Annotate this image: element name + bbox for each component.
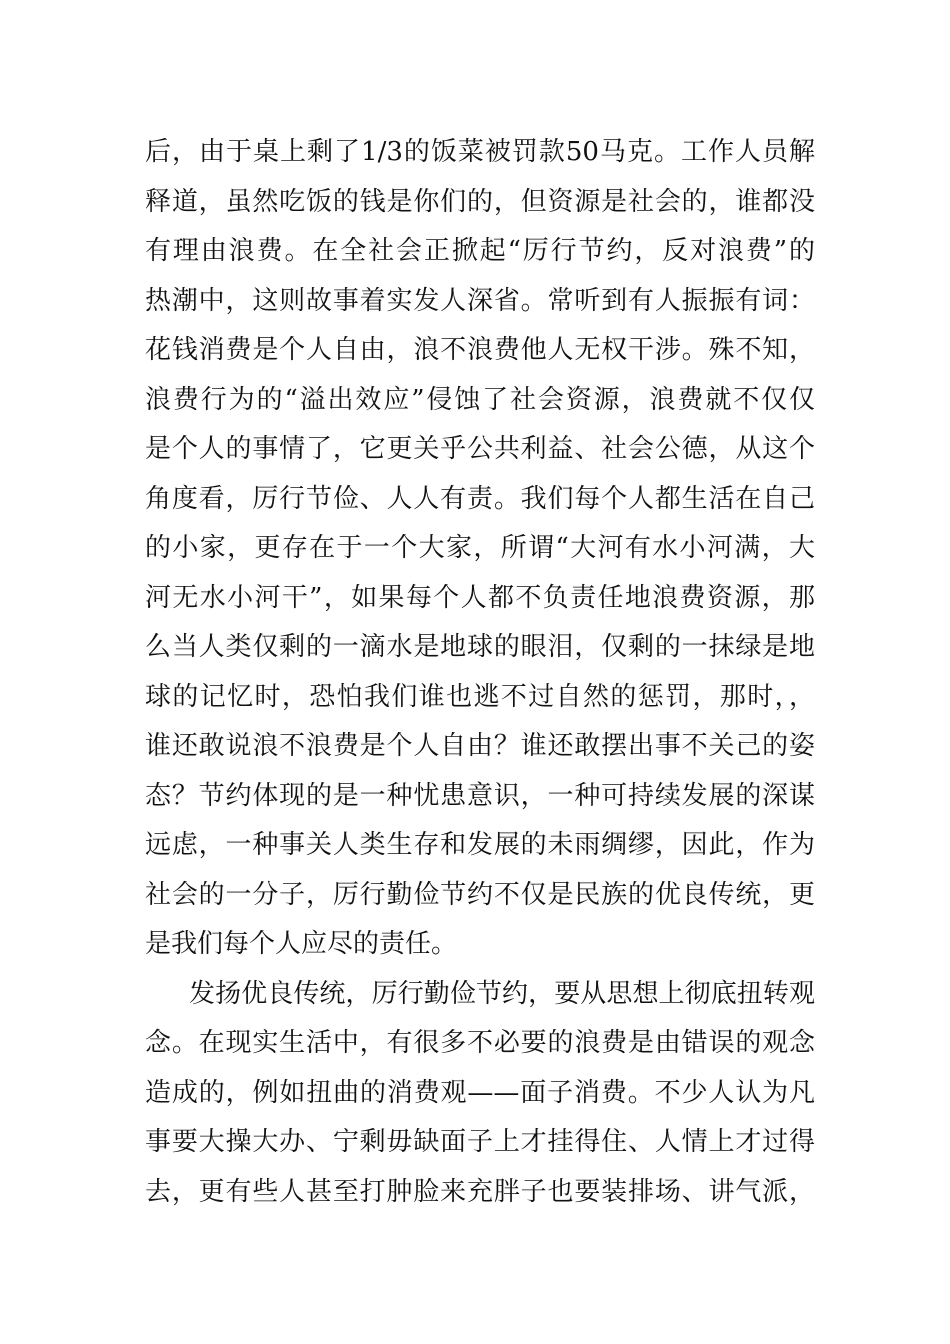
text-line: 河无水小河干”，如果每个人都不负责任地浪费资源，那: [145, 582, 815, 613]
text-line: 去，更有些人甚至打肿脸来充胖子也要装排场、讲气派，: [145, 1176, 815, 1207]
text-line: 么当人类仅剩的一滴水是地球的眼泪，仅剩的一抹绿是地: [145, 632, 815, 662]
text-line: 谁还敢说浪不浪费是个人自由？谁还敢摆出事不关己的姿: [145, 731, 815, 761]
text-line: 释道，虽然吃饭的钱是你们的，但资源是社会的，谁都没: [145, 186, 815, 217]
text-line: 社会的一分子，厉行勤俭节约不仅是民族的优良传统，更: [145, 879, 815, 910]
text-line: 态？节约体现的是一种忧患意识，一种可持续发展的深谋: [145, 780, 815, 811]
text-line: 远虑，一种事关人类生存和发展的未雨绸缪，因此，作为: [145, 830, 815, 860]
text-line: 造成的，例如扭曲的消费观——面子消费。不少人认为凡: [145, 1077, 815, 1108]
text-line: 事要大操大办、宁剩毋缺面子上才挂得住、人情上才过得: [145, 1127, 815, 1157]
text-line: 念。在现实生活中，有很多不必要的浪费是由错误的观念: [145, 1028, 815, 1058]
text-line: 花钱消费是个人自由，浪不浪费他人无权干涉。殊不知，: [145, 335, 815, 365]
body-text: [145, 128, 815, 1217]
paragraph-end-line: 是我们每个人应尽的责任。: [145, 929, 458, 959]
text-line: 浪费行为的“溢出效应”侵蚀了社会资源，浪费就不仅仅: [145, 384, 815, 415]
text-line: 的小家，更存在于一个大家，所谓“大河有水小河满，大: [145, 533, 815, 563]
text-line: 是个人的事情了，它更关乎公共利益、社会公德，从这个: [145, 434, 815, 464]
text-line: 角度看，厉行节俭、人人有责。我们每个人都生活在自己: [145, 483, 815, 514]
text-line: 球的记忆时，恐怕我们谁也逃不过自然的惩罚，那时，，: [145, 681, 815, 712]
text-line: 后，由于桌上剩了1/3的饭菜被罚款50马克。工作人员解: [145, 137, 815, 167]
paragraph-start-line: 发扬优良传统，厉行勤俭节约，要从思想上彻底扭转观: [189, 978, 815, 1009]
text-line: 热潮中，这则故事着实发人深省。常听到有人振振有词：: [145, 285, 815, 316]
text-line: 有理由浪费。在全社会正掀起“厉行节约，反对浪费”的: [145, 236, 815, 266]
